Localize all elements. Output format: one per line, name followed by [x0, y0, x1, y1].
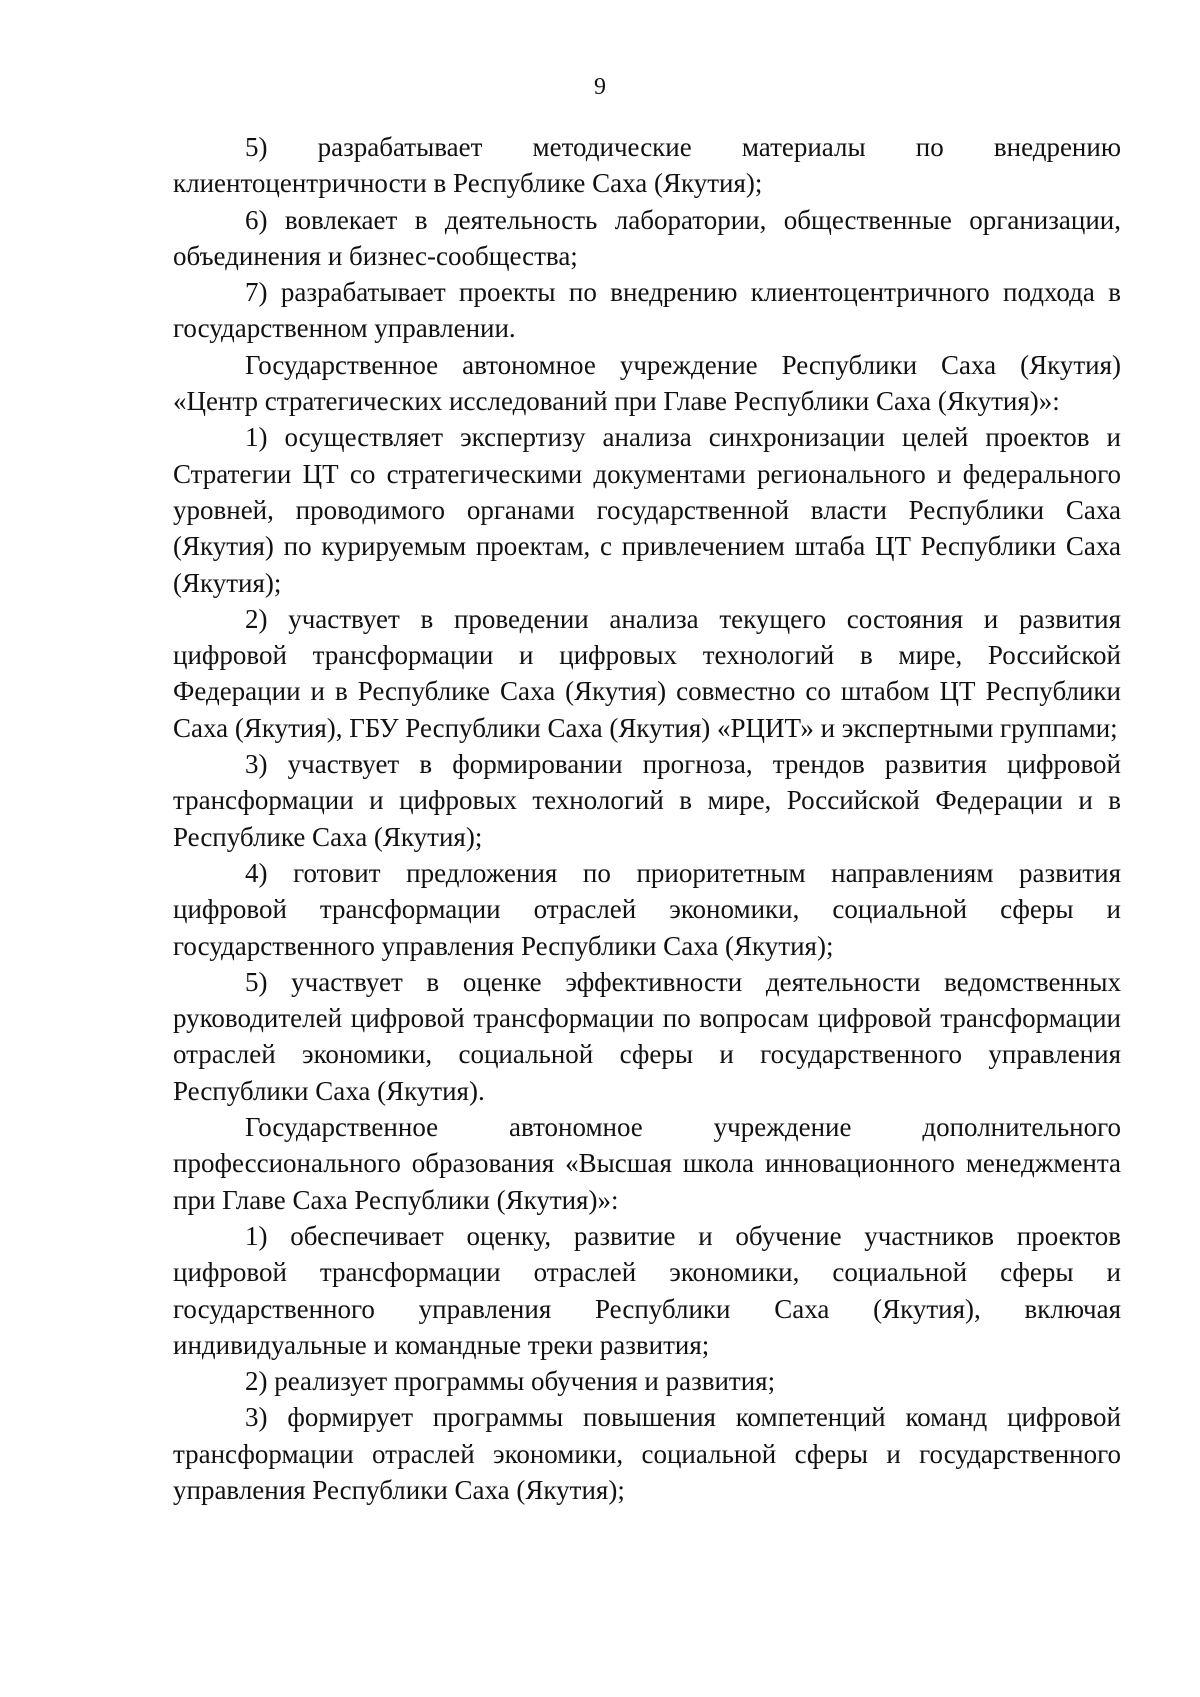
paragraph-10: Государственное автономное учреждение дополнительного профессионального образования «Высшая школа инновационного менеджмента при Главе Саха Республики (Якутия)»: — [173, 1112, 1121, 1215]
paragraph-9: 5) участвует в оценке эффективности деятельности ведомственных руководителей цифровой трансформации по вопросам цифровой трансформации отраслей экономики, социальной сферы и государственного управления Республики Саха (Якутия). — [173, 966, 1121, 1106]
document-body — [173, 129, 1121, 1508]
paragraph-1: 5) разрабатывает методические материалы по внедрению клиентоцентричности в Республике Саха (Якутия); — [173, 132, 1121, 199]
paragraph-11: 1) обеспечивает оценку, развитие и обучение участников проектов цифровой трансформации отраслей экономики, социальной сферы и государственного управления Республики Саха (Якутия), включая индивидуальные и командные треки развития; — [173, 1220, 1121, 1360]
page-number: 9 — [594, 74, 606, 100]
paragraph-2: 6) вовлекает в деятельность лаборатории, общественные организации, объединения и бизнес-сообщества; — [173, 204, 1121, 271]
paragraph-5: 1) осуществляет экспертизу анализа синхронизации целей проектов и Стратегии ЦТ со стратегическими документами регионального и федерального уровней, проводимого органами государственной власти Республики Саха (Якутия) по курируемым проектам, с привлечением штаба ЦТ Республики Саха (Якутия); — [173, 422, 1121, 598]
paragraph-3: 7) разрабатывает проекты по внедрению клиентоцентричного подхода в государственном управлении. — [173, 277, 1121, 344]
paragraph-8: 4) готовит предложения по приоритетным направлениям развития цифровой трансформации отраслей экономики, социальной сферы и государственного управления Республики Саха (Якутия); — [173, 857, 1121, 961]
paragraph-6: 2) участвует в проведении анализа текущего состояния и развития цифровой трансформации и цифровых технологий в мире, Российской Федерации и в Республике Саха (Якутия) совместно со штабом ЦТ Республики Саха (Якутия), ГБУ Республики Саха (Якутия) «РЦИТ» и экспертными группами; — [173, 603, 1121, 743]
paragraph-12: 2) реализует программы обучения и развития; — [245, 1366, 776, 1397]
paragraph-7: 3) участвует в формировании прогноза, трендов развития цифровой трансформации и цифровых технологий в мире, Российской Федерации и в Республике Саха (Якутия); — [173, 749, 1121, 852]
paragraph-4: Государственное автономное учреждение Республики Саха (Якутия) «Центр стратегических исследований при Главе Республики Саха (Якутия)»: — [173, 349, 1121, 417]
paragraph-13: 3) формирует программы повышения компетенций команд цифровой трансформации отраслей экономики, социальной сферы и государственного управления Республики Саха (Якутия); — [173, 1402, 1121, 1505]
